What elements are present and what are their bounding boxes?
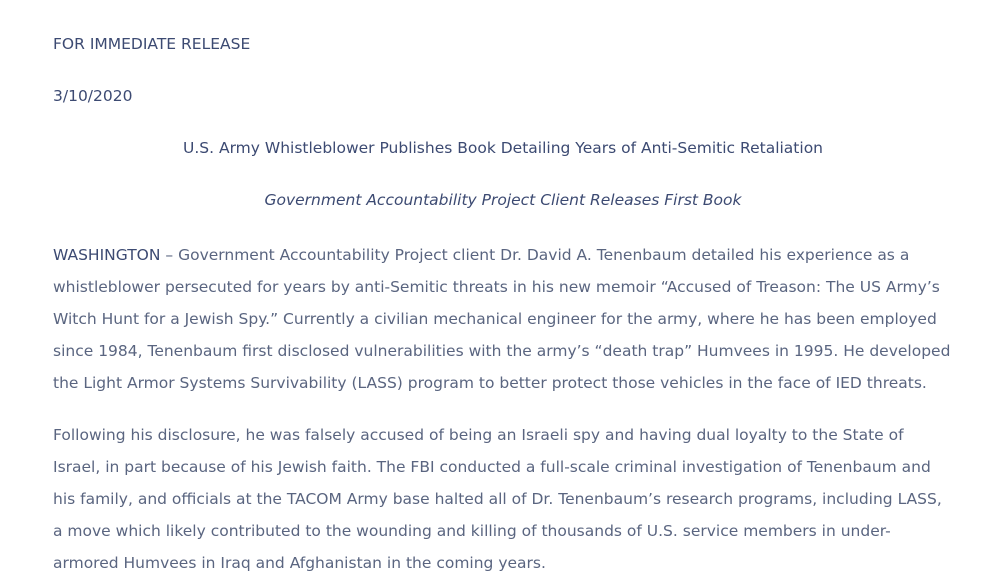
- body-paragraph-1: [53, 239, 953, 399]
- release-date: 3/10/2020: [53, 87, 133, 105]
- dateline: WASHINGTON: [53, 246, 161, 264]
- press-release-content: [53, 31, 953, 585]
- headline: U.S. Army Whistleblower Publishes Book Detailing Years of Anti-Semitic Retaliation: [183, 139, 823, 157]
- body-paragraph-2: Following his disclosure, he was falsely accused of being an Israeli spy and having dual loyalty to the State of Israel, in part because of his Jewish faith. The FBI conducted a full-scale criminal investigation of Tenenbaum and his family, and officials at the TACOM Army base halted all of Dr. Tenenbaum’s research programs, including LASS, a move which likely contributed to the wounding and killing of thousands of U.S. service members in under-armored Humvees in Iraq and Afghanistan in the coming years.: [53, 426, 942, 572]
- paragraph-1-text: – Government Accountability Project client Dr. David A. Tenenbaum detailed his experience as a whistleblower persecuted for years by anti-Semitic threats in his new memoir “Accused of Treason: The US Army’s Witch Hunt for a Jewish Spy.” Currently a civilian mechanical engineer for the army, where he has been employed since 1984, Tenenbaum first disclosed vulnerabilities with the army’s “death trap” Humvees in 1995. He developed the Light Armor Systems Survivability (LASS) program to better protect those vehicles in the face of IED threats.: [53, 246, 951, 392]
- subheadline: Government Accountability Project Client Releases First Book: [264, 191, 742, 209]
- release-label: FOR IMMEDIATE RELEASE: [53, 35, 251, 53]
